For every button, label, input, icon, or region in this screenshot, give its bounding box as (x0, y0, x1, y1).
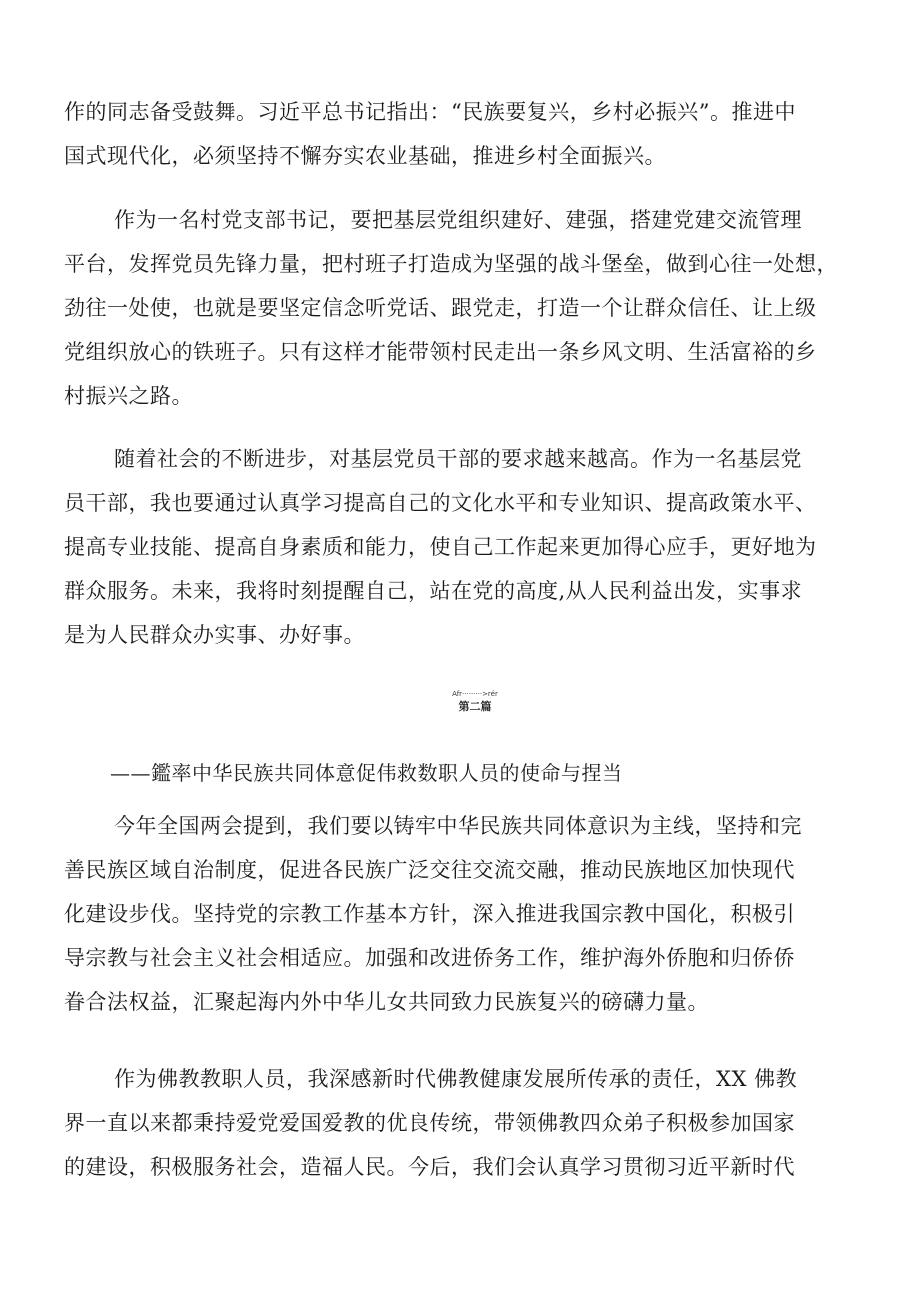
text-line: 界一直以来都秉持爱党爱国爱教的优良传统，带领佛教四众弟子积极参加国家 (64, 1111, 795, 1135)
text-line: 党组织放心的铁班子。只有这样才能带领村民走出一条乡风文明、生活富裕的乡 (64, 340, 817, 364)
text-line: 是为人民群众办实事、办好事。 (64, 623, 365, 647)
text-line: 提高专业技能、提高自身素质和能力，使自己工作起来更加得心应手，更好地为 (64, 535, 817, 559)
text-line: 化建设步伐。坚持党的宗教工作基本方针，深入推进我国宗教中国化，积极引 (64, 902, 795, 926)
text-line: 作为一名村党支部书记，要把基层党组织建好、建强，搭建党建交流管理 (114, 208, 802, 232)
paragraph-2 (64, 198, 884, 418)
text-line: 员干部，我也要通过认真学习提高自己的文化水平和专业知识、提高政策水平、 (64, 491, 817, 515)
text-line: 的建设，积极服务社会，造福人民。今后，我们会认真学习贯彻习近平新时代 (64, 1155, 795, 1179)
section-divider (430, 689, 520, 715)
paragraph-1 (64, 90, 884, 178)
text-line: 随着社会的不断进步，对基层党员干部的要求越来越高。作为一名基层党 (114, 447, 802, 471)
text-line: 国式现代化，必须坚持不懈夯实农业基础，推进乡村全面振兴。 (64, 144, 666, 168)
section-subtitle: ——鑑率中华民族共同体意促伟救数职人员的使命与捏当 (110, 761, 623, 785)
text-line: 作为佛教教职人员，我深感新时代佛教健康发展所传承的责任，XX 佛教 (114, 1067, 798, 1091)
section-title: 第二篇 (458, 700, 492, 713)
text-line: 劲往一处使，也就是要坚定信念听党话、跟党走，打造一个让群众信任、让上级 (64, 296, 817, 320)
text-line: 平台，发挥党员先锋力量，把村班子打造成为坚强的战斗堡垒，做到心往一处想， (64, 252, 838, 276)
text-line: 善民族区域自治制度，促进各民族广泛交往交流交融，推动民族地区加快现代 (64, 858, 795, 882)
text-line: 村振兴之路。 (64, 384, 193, 408)
text-line: 今年全国两会提到，我们要以铸牢中华民族共同体意识为主线，坚持和完 (114, 814, 802, 838)
text-line: 作的同志备受鼓舞。习近平总书记指出：“民族要复兴，乡村必振兴”。推进中 (64, 100, 796, 124)
text-line: 导宗教与社会主义社会相适应。加强和改进侨务工作，维护海外侨胞和归侨侨 (64, 946, 795, 970)
paragraph-5 (64, 1057, 884, 1189)
text-line: 眷合法权益，汇聚起海内外中华儿女共同致力民族复兴的磅礴力量。 (64, 990, 709, 1014)
paragraph-4 (64, 804, 884, 1024)
text-line: 群众服务。未来，我将时刻提醒自己，站在党的高度,从人民利益出发，实事求 (64, 579, 803, 603)
paragraph-3 (64, 437, 884, 657)
divider-mark: Afr·········>rér (452, 690, 498, 698)
